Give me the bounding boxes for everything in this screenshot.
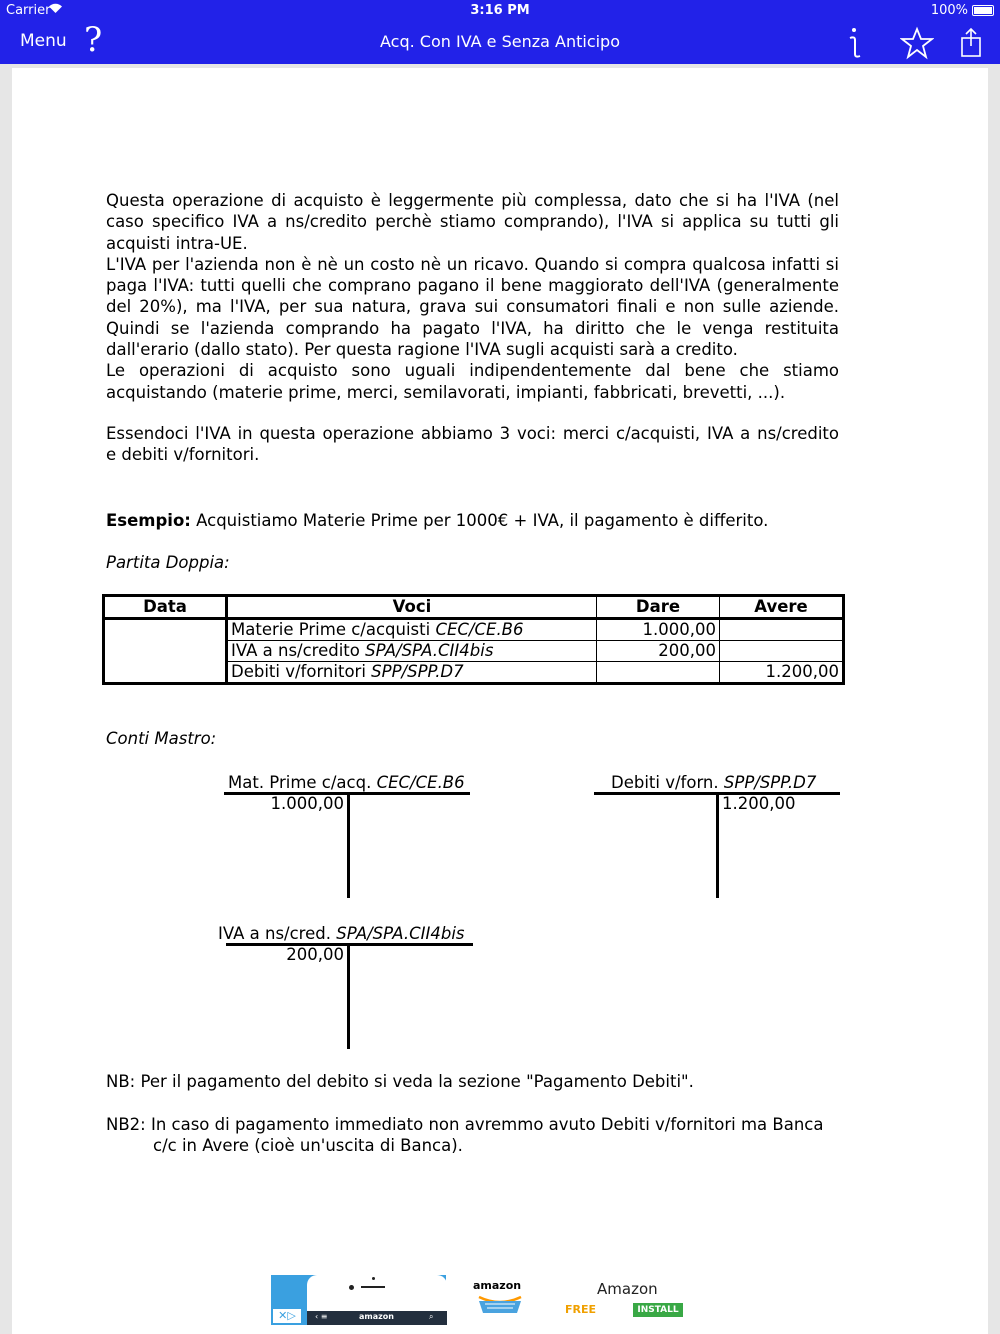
share-icon[interactable] (958, 26, 984, 64)
nb2-note: NB2: In caso di pagamento immediato non avremmo avuto Debiti v/fornitori ma Banca c/c in Avere (cioè un'uscita di Banca). (106, 1115, 824, 1156)
mastro-debiti (594, 772, 844, 900)
example-text: Acquistiamo Materie Prime per 1000€ + IVA, il pagamento è differito. (190, 511, 769, 530)
amazon-logo: amazon (473, 1279, 529, 1323)
mastro-avere: 1.200,00 (722, 794, 796, 813)
ad-phone-image: ‹ ≡ amazon ⌕ ✕▷ (271, 1275, 446, 1325)
mastro-dare: 1.000,00 (270, 794, 344, 813)
carrier-label: Carrier (6, 3, 51, 18)
mastro-iva-credito (217, 923, 487, 1051)
partita-doppia-label: Partita Doppia: (106, 553, 230, 572)
header-data: Data (104, 596, 227, 619)
page-title: Acq. Con IVA e Senza Anticipo (380, 32, 620, 51)
cell-dare: 1.000,00 (597, 619, 720, 641)
table-header-row (104, 596, 844, 619)
battery-percent: 100% (930, 3, 968, 18)
intro-line: del 20%), ma l'IVA, per sua natura, grava sui consumatori finali e non sulle aziende. (106, 297, 839, 317)
ad-choices-icon[interactable]: ✕▷ (273, 1309, 301, 1323)
intro-line: caso specifico IVA a ns/credito perchè stiamo comprando), l'IVA si applica su tutti gli (106, 212, 839, 232)
mastro-title: Debiti v/forn. SPP/SPP.D7 (611, 773, 817, 792)
intro-line: paga l'IVA: tutti quelli che comprano pagano il bene maggiorato dell'IVA (generalmente (106, 276, 839, 296)
header-voci: Voci (227, 596, 597, 619)
cell-avere: 1.200,00 (720, 662, 844, 684)
intro-line: acquisti intra-UE. (106, 233, 248, 253)
intro-line: acquistando (materie prime, merci, semilavorati, impianti, fabbricati, brevetti, ...). (106, 382, 786, 402)
mastro-materie-prime (224, 772, 474, 900)
mastro-title: Mat. Prime c/acq. CEC/CE.B6 (228, 773, 465, 792)
table-row (104, 619, 844, 641)
intro-line: Le operazioni di acquisto sono uguali indipendentemente dal bene che stiamo (106, 361, 839, 381)
ad-phone-brand: amazon (359, 1312, 394, 1321)
document-page (12, 68, 988, 1334)
header-avere: Avere (720, 596, 844, 619)
cell-avere (720, 641, 844, 662)
ad-title: Amazon (597, 1280, 658, 1298)
intro-line: Questa operazione di acquisto è leggermente più complessa, dato che si ha l'IVA (nel (106, 191, 839, 210)
conti-mastro-label: Conti Mastro: (106, 729, 217, 748)
partita-doppia-table (102, 594, 845, 685)
battery-icon (972, 5, 994, 16)
voci-line: e debiti v/fornitori. (106, 445, 260, 465)
cell-voce: Materie Prime c/acquisti CEC/CE.B6 (227, 619, 597, 641)
status-bar (0, 0, 1000, 22)
ad-free-label: FREE (565, 1303, 597, 1316)
menu-button[interactable]: Menu (20, 31, 67, 51)
info-icon[interactable] (846, 26, 864, 64)
nb1-note: NB: Per il pagamento del debito si veda la sezione "Pagamento Debiti". (106, 1072, 694, 1091)
voci-line: Essendoci l'IVA in questa operazione abbiamo 3 voci: merci c/acquisti, IVA a ns/credito (106, 424, 839, 443)
ad-install-button[interactable]: INSTALL (633, 1303, 683, 1317)
intro-line: L'IVA per l'azienda non è nè un costo nè un ricavo. Quando si compra qualcosa infatti si (106, 254, 839, 274)
ad-banner[interactable] (271, 1275, 729, 1325)
example-paragraph (106, 510, 839, 531)
voci-paragraph (106, 423, 839, 466)
intro-line: dall'erario (dallo stato). Per questa ragione l'IVA sugli acquisti sarà a credito. (106, 340, 738, 360)
cell-dare: 200,00 (597, 641, 720, 662)
mastro-title: IVA a ns/cred. SPA/SPA.CII4bis (218, 924, 465, 943)
status-time: 3:16 PM (470, 3, 530, 18)
cell-voce: IVA a ns/credito SPA/SPA.CII4bis (227, 641, 597, 662)
mastro-dare: 200,00 (286, 945, 344, 964)
help-button[interactable]: ? (84, 20, 103, 60)
cell-data (104, 619, 227, 684)
intro-paragraph (106, 190, 839, 403)
star-icon[interactable] (900, 26, 934, 64)
example-label: Esempio: (106, 511, 191, 530)
intro-line: Quindi se l'azienda comprando ha pagato l'IVA, ha diritto che le venga restituita (106, 318, 839, 338)
cell-voce: Debiti v/fornitori SPP/SPP.D7 (227, 662, 597, 684)
cell-avere (720, 619, 844, 641)
navigation-bar (0, 22, 1000, 64)
header-dare: Dare (597, 596, 720, 619)
cell-dare (597, 662, 720, 684)
